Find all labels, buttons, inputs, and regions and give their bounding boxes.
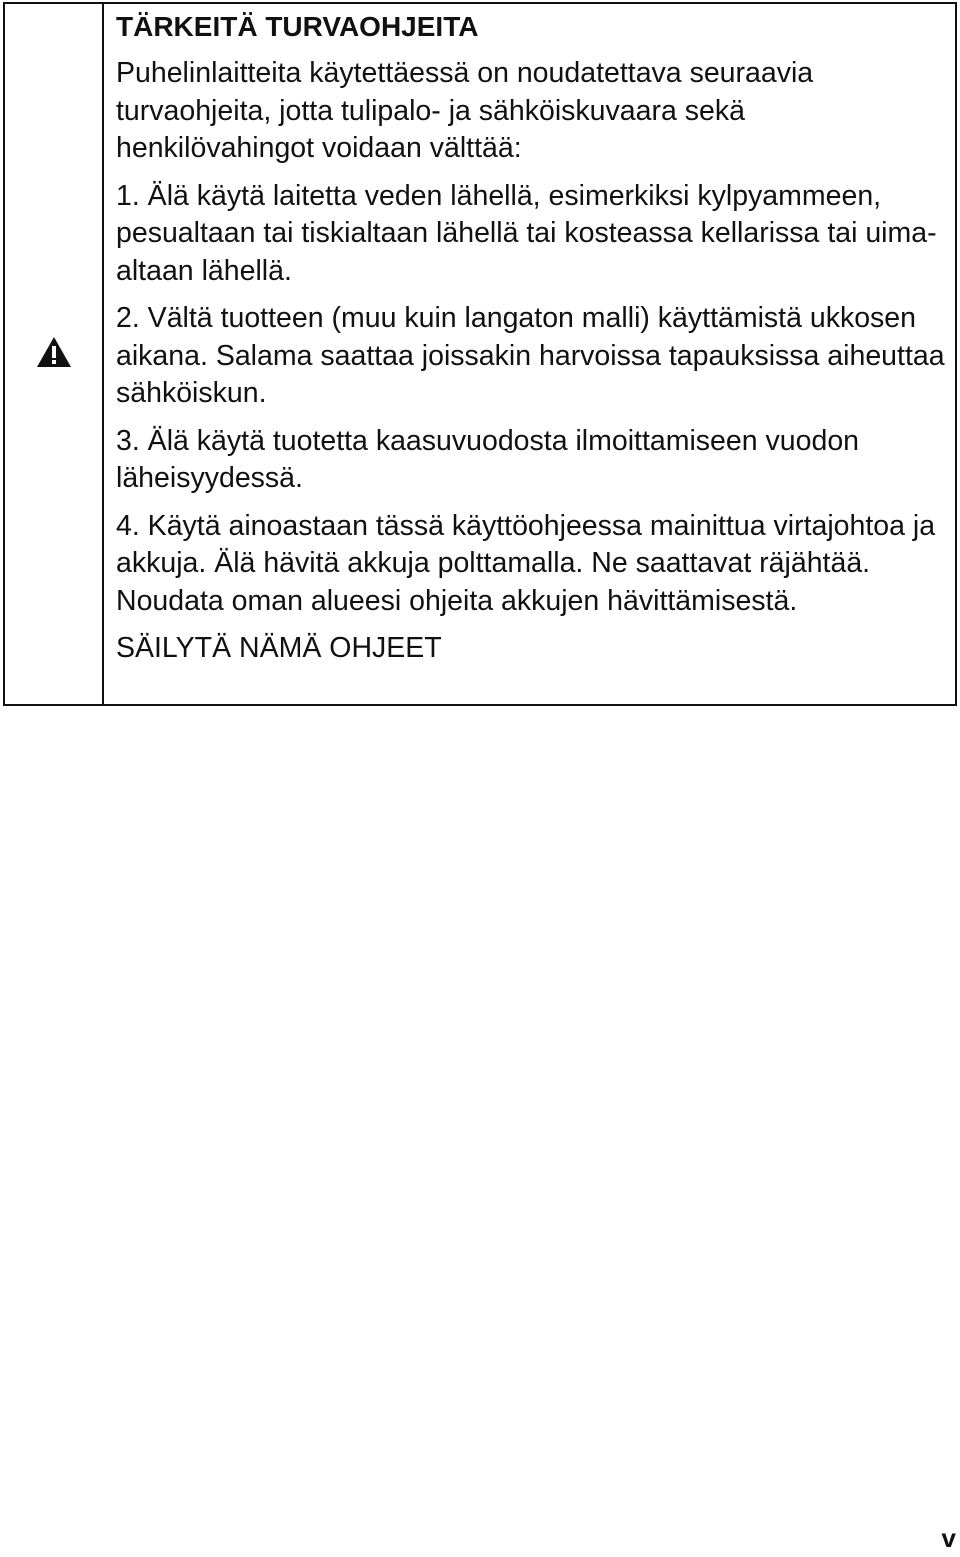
safety-item-2: 2. Vältä tuotteen (muu kuin langaton malli) käyttämistä ukkosen aikana. Salama saattaa joissakin harvoissa tapauksissa aiheuttaa sähköiskun. <box>116 302 945 409</box>
notice-intro: Puhelinlaitteita käytettäessä on noudatettava seuraavia turvaohjeita, jotta tulipalo- ja sähköiskuvaara sekä henkilövahingot voidaan välttää: <box>116 57 814 164</box>
safety-item-4: 4. Käytä ainoastaan tässä käyttöohjeessa mainittua virtajohtoa ja akkuja. Älä hävitä akkuja polttamalla. Ne saattavat räjähtää. Noudata oman alueesi ohjeita akkujen hävittämisestä. <box>116 509 936 617</box>
keep-instructions-footer: SÄILYTÄ NÄMÄ OHJEET <box>116 632 442 664</box>
notice-heading: TÄRKEITÄ TURVAOHJEITA <box>116 11 479 42</box>
notice-text-column <box>104 4 955 704</box>
safety-notice-box <box>3 2 957 706</box>
page-number: v <box>941 1523 956 1553</box>
warning-triangle-icon <box>36 336 72 368</box>
safety-item-1: 1. Älä käytä laitetta veden lähellä, esimerkiksi kylpyammeen, pesualtaan tai tiskialtaan lähellä tai kosteassa kellarissa tai uima-altaan lähellä. <box>116 179 937 287</box>
icon-column <box>5 4 104 704</box>
safety-item-3: 3. Älä käytä tuotetta kaasuvuodosta ilmoittamiseen vuodon läheisyydessä. <box>116 424 860 494</box>
